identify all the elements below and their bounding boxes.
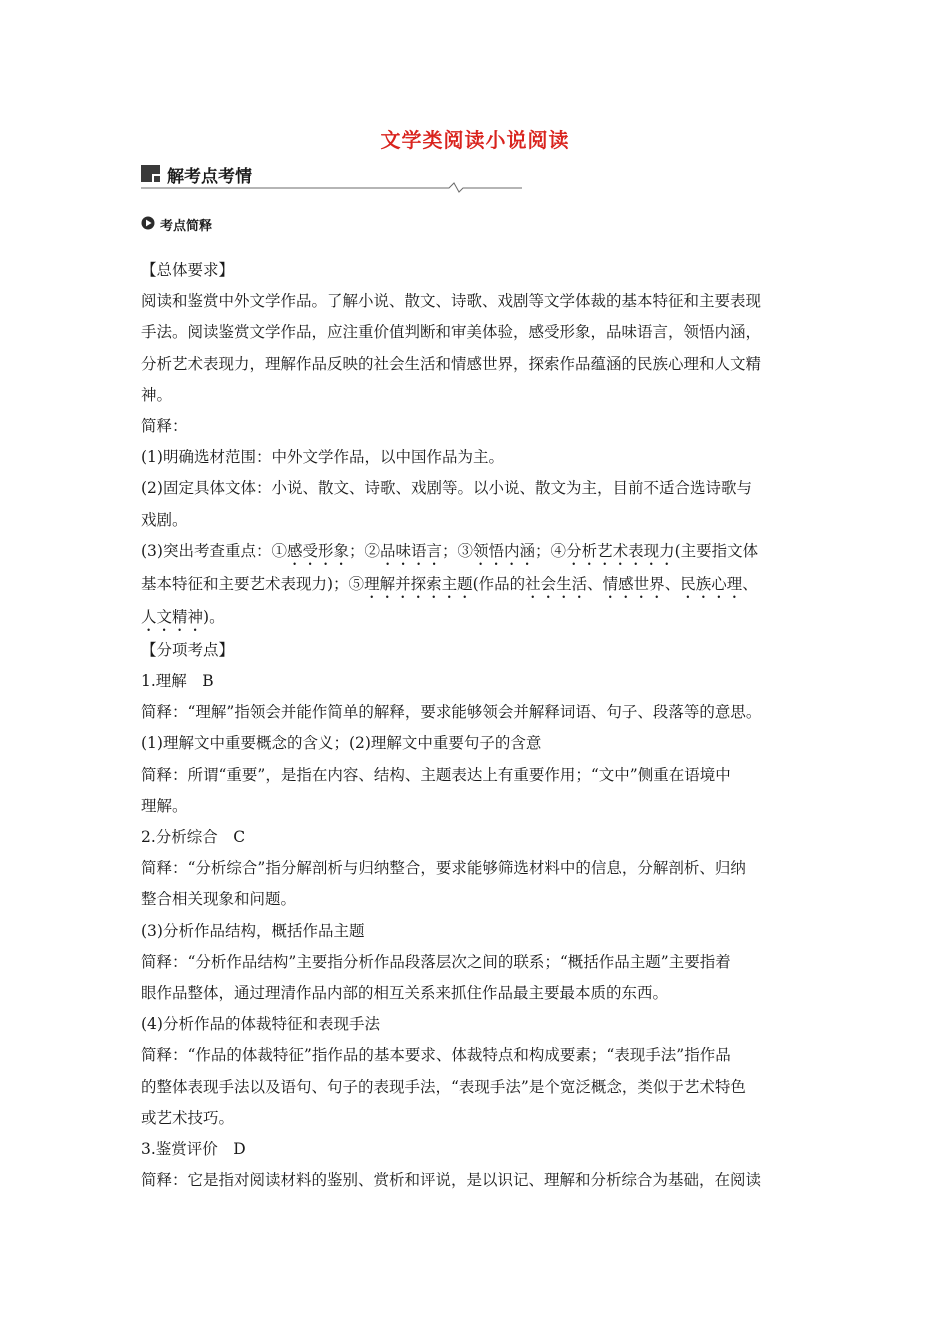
section-header: [141, 160, 521, 192]
emphasized-term: 情感世界: [602, 574, 665, 593]
item-line: 理解。: [141, 796, 188, 815]
item-line: 1.理解 B: [141, 672, 214, 691]
item-line: (3)分析作品结构，概括作品主题: [141, 921, 365, 940]
document-body: [141, 255, 821, 1196]
paragraph-line: 阅读和鉴赏中外文学作品。了解小说、散文、诗歌、戏剧等文学体裁的基本特征和主要表现: [141, 292, 762, 311]
item-line: (4)分析作品的体裁特征和表现手法: [141, 1015, 380, 1034]
item-line: 眼作品整体，通过理清作品内部的相互关系来抓住作品最主要最本质的东西。: [141, 984, 669, 1003]
items-heading: 【分项考点】: [141, 640, 235, 659]
item-line: 整合相关现象和问题。: [141, 890, 297, 909]
point-line: (2)固定具体文体：小说、散文、诗歌、戏剧等。以小说、散文为主，目前不适合选诗歌与: [141, 479, 752, 498]
emphasized-term: 分析艺术表现力: [566, 541, 675, 560]
item-line: 简释：“理解”指领会并能作简单的解释，要求能够领会并解释词语、句子、段落等的意思。: [141, 703, 762, 722]
note-label: 简释：: [141, 417, 188, 436]
item-line: 简释：“作品的体裁特征”指作品的基本要求、体裁特点和构成要素；“表现手法”指作品: [141, 1046, 731, 1065]
key-points-line: 基本特征和主要艺术表现力)；⑤理解并探索主题(作品的社会生活、情感世界、民族心理、: [141, 574, 758, 593]
paragraph-line: 神。: [141, 385, 173, 404]
item-line: 简释：它是指对阅读材料的鉴别、赏析和评说，是以识记、理解和分析综合为基础，在阅读: [141, 1171, 762, 1190]
emphasized-term: 人文精神: [141, 607, 204, 626]
emphasized-term: 社会生活: [525, 574, 588, 593]
section-divider: [141, 180, 523, 194]
item-line: 简释：“分析综合”指分解剖析与归纳整合，要求能够筛选材料中的信息，分解剖析、归纳: [141, 859, 746, 878]
point-line: 戏剧。: [141, 510, 188, 529]
emphasized-term: 民族心理: [680, 574, 743, 593]
section-header-label: 解考点考情: [167, 167, 252, 187]
point-line: (1)明确选材范围：中外文学作品，以中国作品为主。: [141, 448, 504, 467]
emphasized-term: 领悟内涵: [473, 541, 536, 560]
key-points-line: (3)突出考查重点：①感受形象；②品味语言；③领悟内涵；④分析艺术表现力(主要指文体: [141, 541, 759, 560]
item-line: (1)理解文中重要概念的含义；(2)理解文中重要句子的含意: [141, 734, 542, 753]
item-line: 简释：“分析作品结构”主要指分析作品段落层次之间的联系；“概括作品主题”主要指着: [141, 952, 731, 971]
play-circle-icon: [141, 216, 155, 230]
item-line: 2.分析综合 C: [141, 828, 246, 847]
emphasized-term: 品味语言: [380, 541, 443, 560]
item-line: 的整体表现手法以及语句、句子的表现手法，“表现手法”是个宽泛概念，类似于艺术特色: [141, 1077, 746, 1096]
emphasized-term: 理解并探索主题: [364, 574, 473, 593]
paragraph-line: 分析艺术表现力，理解作品反映的社会生活和情感世界，探索作品蕴涵的民族心理和人文精: [141, 354, 762, 373]
item-line: 简释：所谓“重要”，是指在内容、结构、主题表达上有重要作用；“文中”侧重在语境中: [141, 765, 731, 784]
item-line: 3.鉴赏评价 D: [141, 1140, 246, 1159]
page-title: 文学类阅读小说阅读: [380, 128, 570, 152]
key-points-line: 人文精神)。: [141, 607, 225, 626]
paragraph-line: 手法。阅读鉴赏文学作品，应注重价值判断和审美体验，感受形象，品味语言，领悟内涵，: [141, 323, 762, 342]
emphasized-term: 感受形象: [286, 541, 349, 560]
item-line: 或艺术技巧。: [141, 1108, 235, 1127]
general-heading: 【总体要求】: [141, 261, 235, 279]
subsection-title: 考点简释: [160, 219, 213, 234]
